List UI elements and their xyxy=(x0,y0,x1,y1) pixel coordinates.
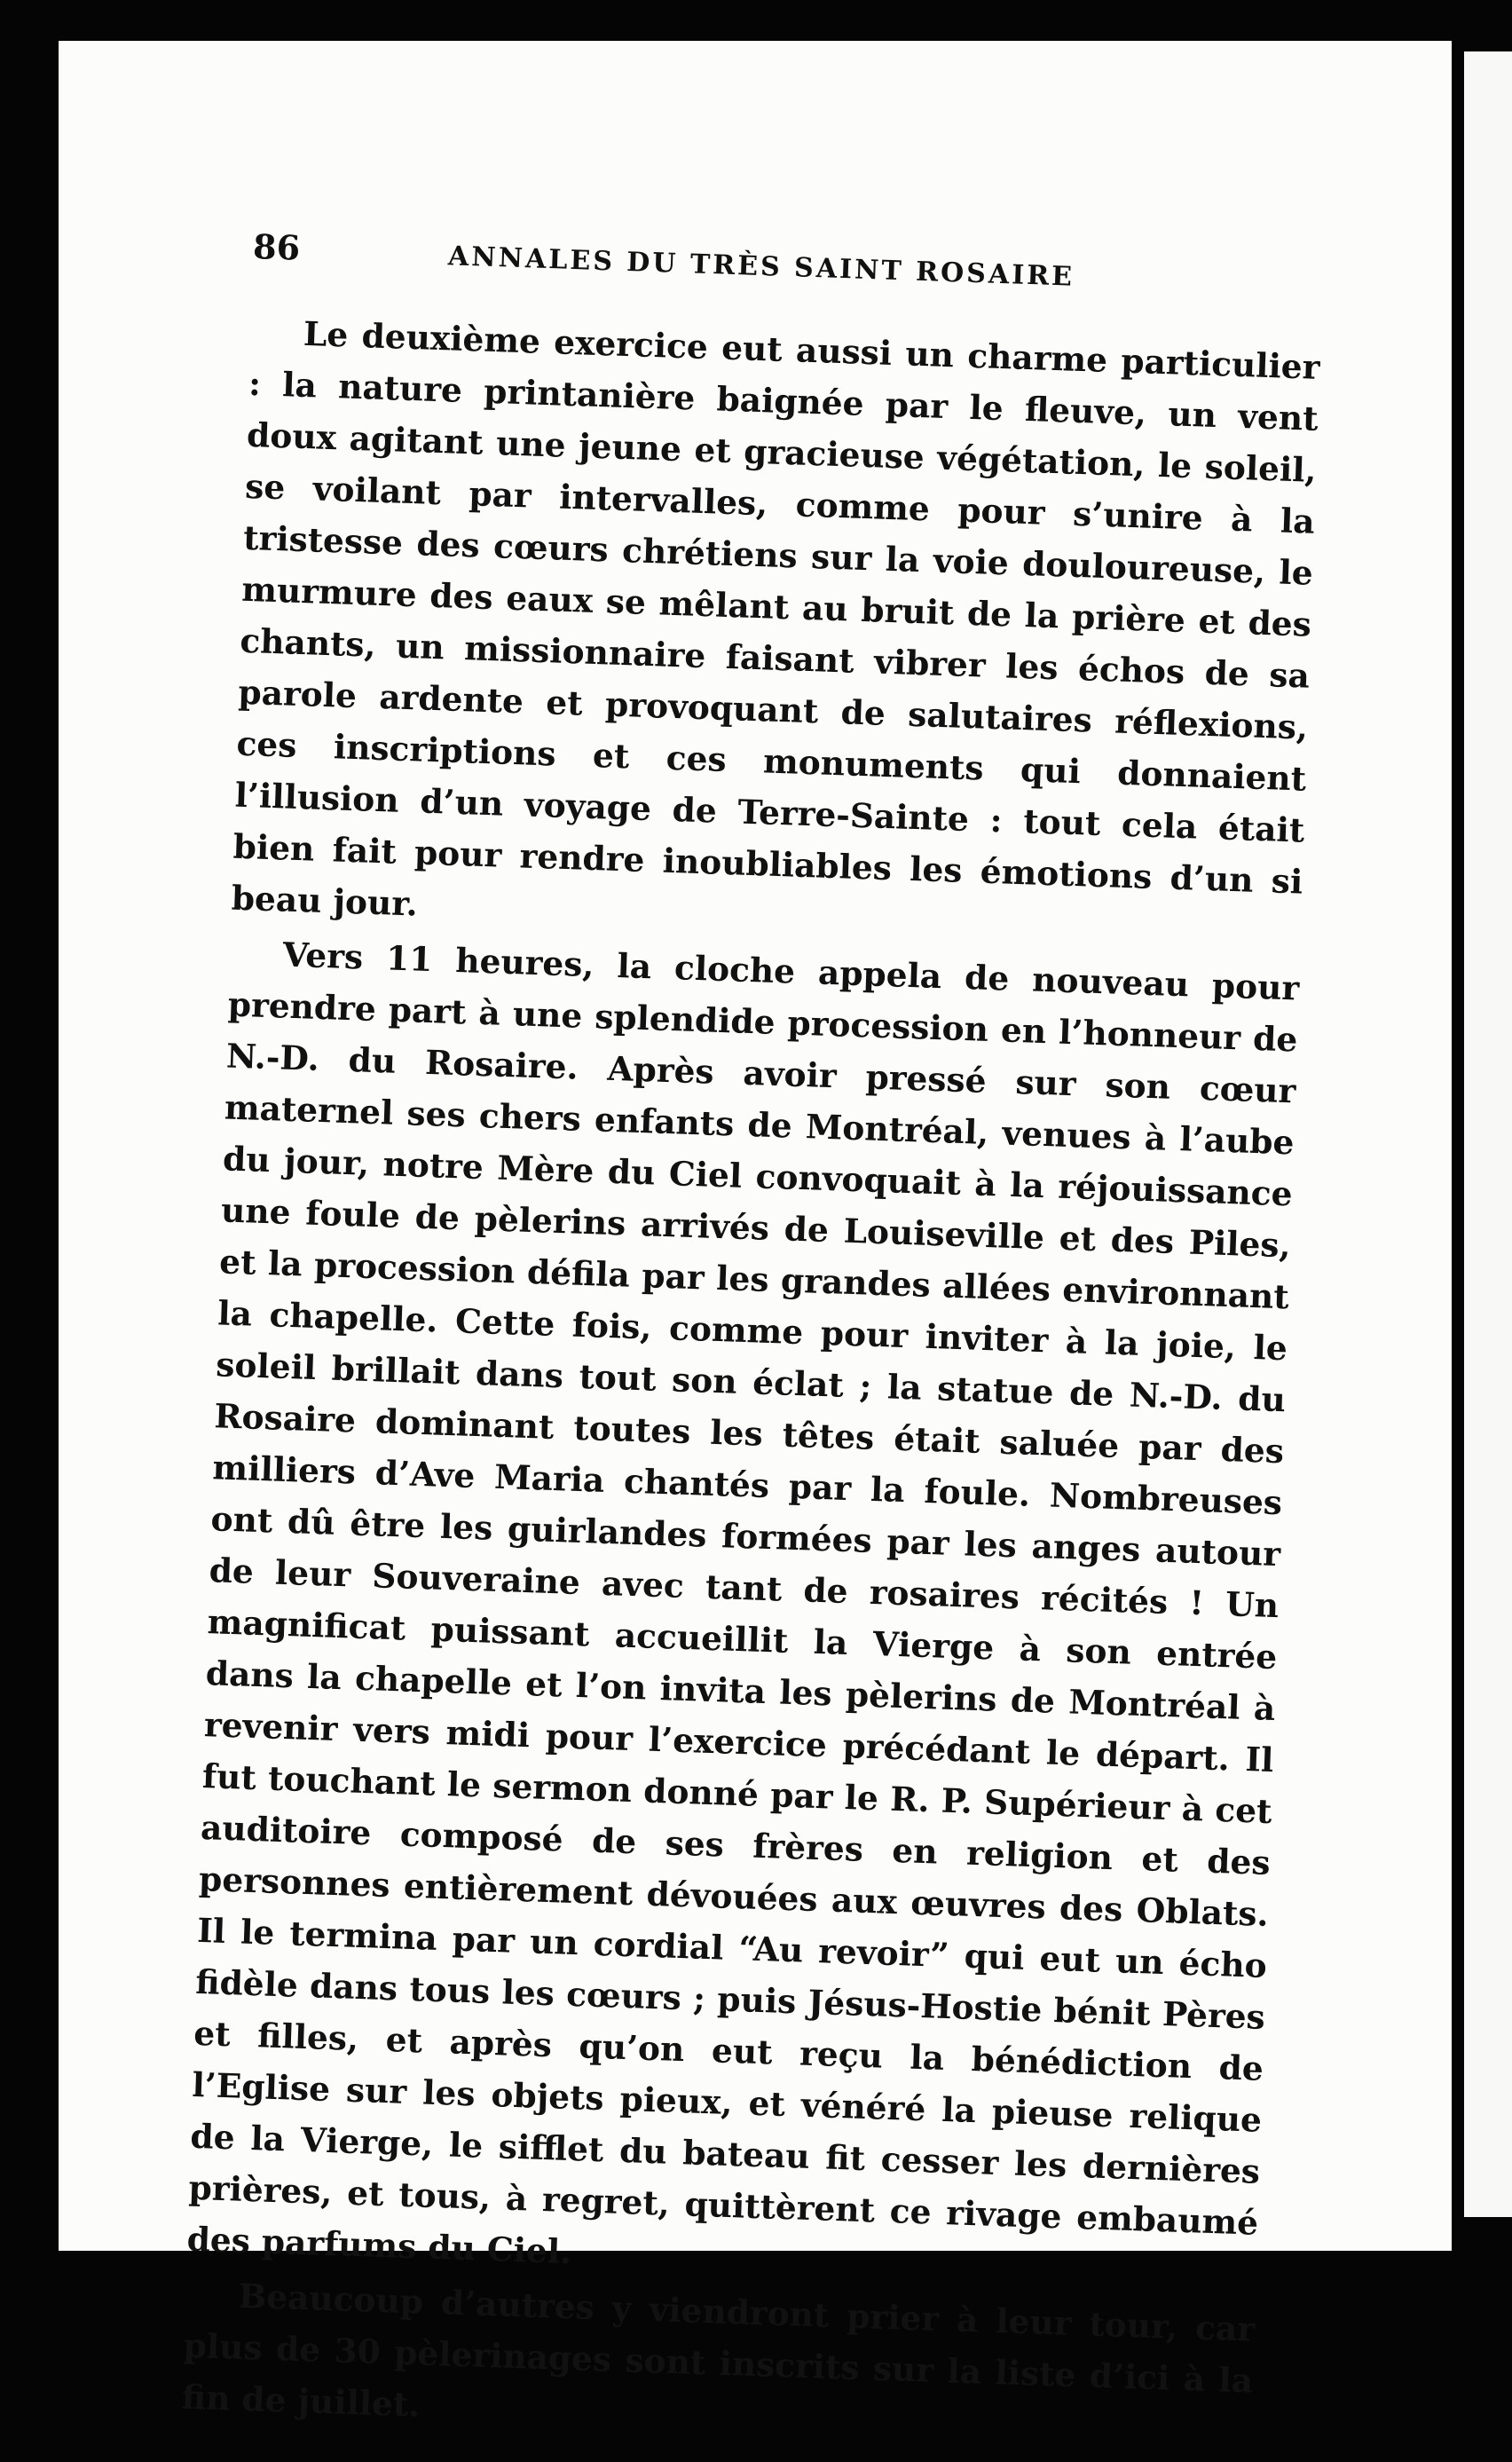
paragraph-1: Le deuxième exercice eut aussi un charme particulier : la nature printanière baignée par le fleuve, un vent doux agitant une jeune et gracieuse végétation, le soleil, se voilant par intervalles, comme pour s’unire à la tristesse des cœurs chrétiens sur la voie douloureuse, le murmure des eaux se mêlant au bruit de la prière et des chants, un missionnaire faisant vibrer les échos de sa parole ardente et provoquant de salutaires réflexions, ces inscriptions et ces monuments qui donnaient l’illusion d’un voyage de Terre-Sainte : tout cela était bien fait pour rendre inoubliables les émotions d’un si beau jour. xyxy=(231,313,1321,924)
paragraph-2: Vers 11 heures, la cloche appela de nouveau pour prendre part à une splendide procession en l’honneur de N.-D. du Rosaire. Après avoir pressé sur son cœur maternel ses chers enfants de Montréal, venues à l’aube du jour, notre Mère du Ciel convoquait à la réjouissance une foule de pèlerins arrivés de Louiseville et des Piles, et la procession défila par les grandes allées environnant la chapelle. Cette fois, comme pour inviter à la joie, le soleil brillait dans tout son éclat ; la statue de N.-D. du Rosaire dominant toutes les têtes était saluée par des milliers d’Ave Maria chantés par la foule. Nombreuses ont dû être les guirlandes formées par les anges autour de leur Souveraine avec tant de rosaires récités ! Un magnificat puissant accueillit la Vierge à son entrée dans la chapelle et l’on invita les pèlerins de Montréal à revenir vers midi pour l’exercice précédant le départ. Il fut touchant le sermon donné par le R. P. Supérieur à cet auditoire composé de ses frères en religion et des personnes entièrement dévouées aux œuvres des Oblats. Il le termina par un cordial “Au revoir” qui eut un écho fidèle dans tous les cœurs ; puis Jésus-Hostie bénit Pères et filles, et après qu’on eut reçu la bénédiction de l’Eglise sur les objets pieux, et vénéré la pieuse relique de la Vierge, le sifflet du bateau fit cesser les dernières prières, et tous, à regret, quittèrent ce rivage embaumé des parfums du Ciel. xyxy=(186,935,1300,2272)
paragraph-3: Beaucoup d’autres y viendront prier à leur tour, car plus de 30 pèlerinages sont inscrits sur la liste d’ici à la fin de juillet. xyxy=(181,2276,1256,2425)
page-number: 86 xyxy=(252,226,301,268)
text-block xyxy=(181,226,1324,2462)
running-title: ANNALES DU TRÈS SAINT ROSAIRE xyxy=(447,241,1075,293)
adjacent-page-edge xyxy=(1464,51,1512,2217)
